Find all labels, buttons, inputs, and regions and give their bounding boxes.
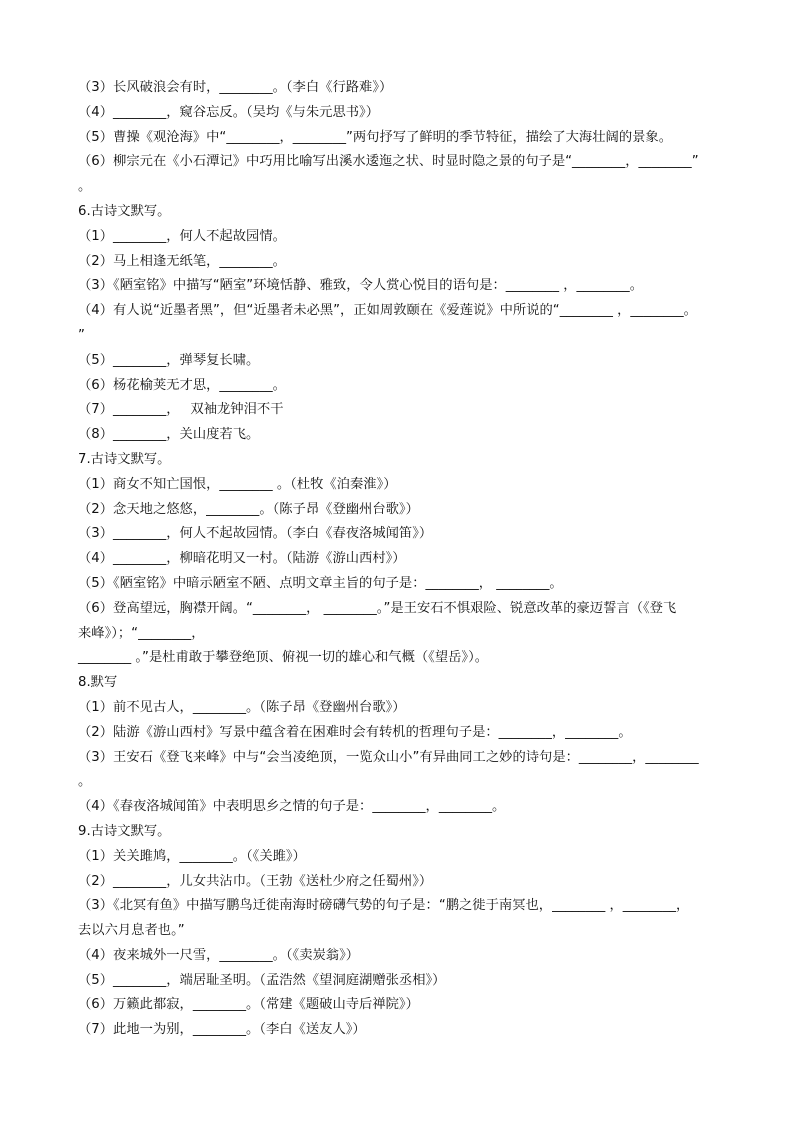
question-line: （2）________，儿女共沾巾。（王勃《送杜少府之任蜀州》） — [78, 873, 433, 889]
question-line: （5）________，弹琴复长啸。 — [78, 352, 260, 368]
question-line: （4）《春夜洛城闻笛》中表明思乡之情的句子是：________，________。 — [78, 799, 506, 815]
question-line: （3）________，何人不起故园情。（李白《春夜洛城闻笛》） — [78, 526, 433, 542]
section-heading: 6.古诗文默写。 — [78, 203, 171, 219]
question-line: （1）关关雎鸠，________。（《关雎》） — [78, 848, 306, 864]
question-line: （5）《陋室铭》中暗示陋室不陋、点明文章主旨的句子是：________， ________。 — [78, 575, 563, 591]
question-continuation: 去以六月息者也。” — [78, 923, 185, 939]
section-heading: 9.古诗文默写。 — [78, 823, 171, 839]
question-continuation: ” — [78, 327, 85, 343]
question-line: （1）________，何人不起故园情。 — [78, 228, 286, 244]
question-line: （6）柳宗元在《小石潭记》中巧用比喻写出溪水逶迤之状、时显时隐之景的句子是“________，________” — [78, 154, 699, 170]
question-line: （3）《陋室铭》中描写“陋室”环境恬静、雅致，令人赏心悦目的语句是：________ ，________。 — [78, 278, 643, 294]
section-heading: 8.默写 — [78, 675, 118, 691]
question-line: （3）长风破浪会有时，________。（李白《行路难》） — [78, 80, 393, 95]
worksheet-page — [78, 76, 724, 1043]
section-heading: 7.古诗文默写。 — [78, 451, 171, 467]
question-line: （1）前不见古人，________。（陈子昂《登幽州台歌》） — [78, 699, 406, 715]
question-line: （6）万籁此都寂，________。（常建《题破山寺后禅院》） — [78, 997, 419, 1013]
question-line: （8）________，关山度若飞。 — [78, 427, 260, 443]
question-line: （2）陆游《游山西村》写景中蕴含着在困难时会有转机的哲理句子是：________，________。 — [78, 724, 632, 740]
question-line: （4）________，窥谷忘反。（吴均《与朱元思书》） — [78, 104, 379, 120]
question-continuation: 来峰》）；“________， — [78, 625, 205, 641]
question-continuation: ________ 。”是杜甫敢于攀登绝顶、俯视一切的雄心和气概（《望岳》）。 — [78, 650, 489, 666]
question-continuation: 。 — [78, 774, 92, 790]
question-line: （4）夜来城外一尺雪，________。（《卖炭翁》） — [78, 947, 360, 963]
question-line: （7）________， 双袖龙钟泪不干 — [78, 402, 284, 418]
question-line: （3）王安石《登飞来峰》中与“会当凌绝顶，一览众山小”有异曲同工之妙的诗句是：________，________ — [78, 749, 699, 765]
question-line: （4）________，柳暗花明又一村。（陆游《游山西村》） — [78, 551, 406, 567]
question-line: （5）________，端居耻圣明。（孟浩然《望洞庭湖赠张丞相》） — [78, 972, 446, 988]
question-line: （7）此地一为别，________。（李白《送友人》） — [78, 1022, 366, 1038]
question-continuation: 。 — [78, 179, 92, 195]
question-line: （6）登高望远，胸襟开阔。“________， ________。”是王安石不惧艰险、锐意改革的豪迈誓言（《登飞 — [78, 600, 677, 616]
question-line: （2）念天地之悠悠，________。（陈子昂《登幽州台歌》） — [78, 501, 419, 517]
question-line: （4）有人说“近墨者黑”，但“近墨者未必黑”，正如周敦颐在《爱莲说》中所说的“________ ，________。 — [78, 303, 697, 319]
question-line: （5）曹操《观沧海》中“________，________”两句抒写了鲜明的季节特征，描绘了大海壮阔的景象。 — [78, 129, 673, 145]
question-line: （2）马上相逢无纸笔，________。 — [78, 253, 286, 269]
question-line: （6）杨花榆荚无才思，________。 — [78, 377, 286, 393]
question-line: （3）《北冥有鱼》中描写鹏鸟迁徙南海时磅礴气势的句子是：“鹏之徙于南冥也，________ ，________， — [78, 898, 690, 914]
question-line: （1）商女不知亡国恨，________ 。（杜牧《泊秦淮》） — [78, 476, 397, 492]
